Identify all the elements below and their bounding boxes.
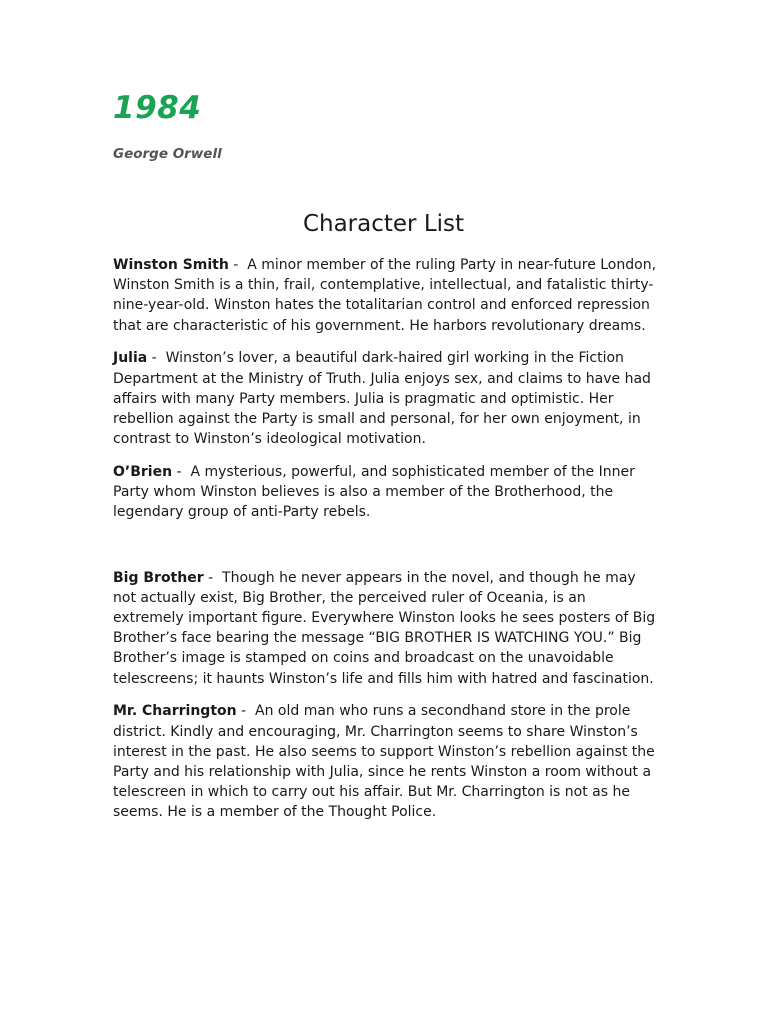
character-description: Winston’s lover, a beautiful dark-haired girl working in the Fiction Department at the Ministry of Truth. Julia enjoys sex, and claims to have had affairs with many Party members. Julia is pragmatic and optimistic. Her rebellion against the Party is small and personal, for her own enjoyment, in contrast to Winston’s ideological motivation.	[113, 350, 651, 448]
entry-separator: -	[147, 350, 166, 367]
character-name: O’Brien	[113, 464, 173, 481]
entry-separator: -	[228, 257, 248, 273]
character-description: A mysterious, powerful, and sophisticated member of the Inner Party whom Winston believes is also a member of the Brotherhood, the legendary group of anti-Party rebels.	[113, 464, 635, 521]
entry-separator: -	[236, 703, 255, 720]
author-name: George Orwell	[113, 146, 222, 162]
character-entry-mr-charrington	[113, 701, 658, 822]
book-title: 1984	[113, 90, 202, 126]
character-entry-obrien	[113, 462, 658, 523]
section-heading: Character List	[302, 211, 465, 237]
character-description: Though he never appears in the novel, and though he may not actually exist, Big Brother, the perceived ruler of Oceania, is an extremely important figure. Everywhere Winston looks he sees posters of Big Brother’s face bearing the message “BIG BROTHER IS WATCHING YOU.” Big Brother’s image is stamped on coins and broadcast on the unavoidable telescreens; it haunts Winston’s life and fills him with hatred and fascination.	[113, 569, 656, 687]
character-description: An old man who runs a secondhand store in the prole district. Kindly and encouraging, Mr. Charrington seems to share Winston’s interest in the past. He also seems to support Winston’s rebellion against the Party and his relationship with Julia, since he rents Winston a room without a telescreen in which to carry out his affair. But Mr. Charrington is not as he seems. He is a member of the Thought Police.	[113, 703, 655, 821]
character-list	[113, 255, 658, 823]
character-entry-big-brother	[113, 568, 658, 689]
character-name: Mr. Charrington	[113, 703, 237, 720]
entry-separator: -	[172, 464, 191, 481]
character-entry-winston-smith	[113, 255, 658, 336]
character-name: Julia	[113, 350, 148, 367]
character-entry-julia	[113, 348, 658, 449]
character-name: Winston Smith	[113, 257, 229, 273]
character-description: A minor member of the ruling Party in near-future London, Winston Smith is a thin, frail, contemplative, intellectual, and fatalistic thirty-nine-year-old. Winston hates the totalitarian control and enforced repression that are characteristic of his government. He harbors revolutionary dreams.	[113, 257, 657, 334]
character-name: Big Brother	[113, 569, 204, 586]
entry-separator: -	[203, 569, 223, 586]
